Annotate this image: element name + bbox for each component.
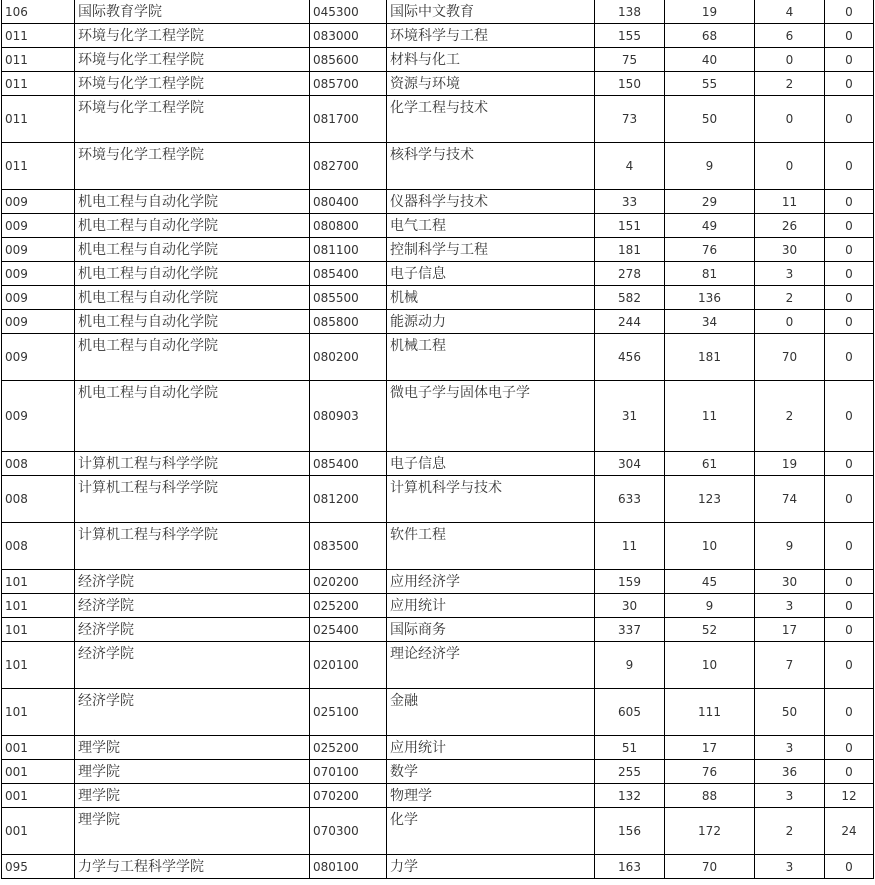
exempt-cell: 6 (755, 24, 825, 48)
table-row (2, 24, 874, 48)
admitted-cell: 9 (665, 143, 755, 190)
major-cell: 环境科学与工程 (387, 24, 595, 48)
dept-code-cell: 008 (2, 523, 75, 570)
department-cell: 理学院 (75, 760, 310, 784)
major-code-cell: 025400 (310, 618, 387, 642)
other-cell: 0 (825, 476, 874, 523)
admitted-cell: 49 (665, 214, 755, 238)
dept-code-cell: 011 (2, 72, 75, 96)
department-cell: 经济学院 (75, 618, 310, 642)
other-cell: 0 (825, 642, 874, 689)
dept-code-cell: 011 (2, 143, 75, 190)
exempt-cell: 74 (755, 476, 825, 523)
table-row (2, 855, 874, 879)
dept-code-cell: 011 (2, 48, 75, 72)
exempt-cell: 2 (755, 808, 825, 855)
department-cell: 计算机工程与科学学院 (75, 452, 310, 476)
dept-code-cell: 011 (2, 24, 75, 48)
exempt-cell: 36 (755, 760, 825, 784)
admitted-cell: 40 (665, 48, 755, 72)
exempt-cell: 2 (755, 286, 825, 310)
department-cell: 经济学院 (75, 594, 310, 618)
other-cell: 0 (825, 0, 874, 24)
exempt-cell: 11 (755, 190, 825, 214)
exempt-cell: 0 (755, 48, 825, 72)
admitted-cell: 10 (665, 642, 755, 689)
other-cell: 0 (825, 214, 874, 238)
other-cell: 0 (825, 334, 874, 381)
major-code-cell: 083000 (310, 24, 387, 48)
table-row (2, 736, 874, 760)
exempt-cell: 4 (755, 0, 825, 24)
admitted-cell: 181 (665, 334, 755, 381)
dept-code-cell: 009 (2, 334, 75, 381)
department-cell: 机电工程与自动化学院 (75, 262, 310, 286)
department-cell: 国际教育学院 (75, 0, 310, 24)
admitted-cell: 70 (665, 855, 755, 879)
admitted-cell: 81 (665, 262, 755, 286)
major-cell: 数学 (387, 760, 595, 784)
department-cell: 环境与化学工程学院 (75, 96, 310, 143)
other-cell: 0 (825, 238, 874, 262)
applicants-cell: 138 (595, 0, 665, 24)
department-cell: 环境与化学工程学院 (75, 24, 310, 48)
major-cell: 应用经济学 (387, 570, 595, 594)
applicants-cell: 9 (595, 642, 665, 689)
major-cell: 机械 (387, 286, 595, 310)
applicants-cell: 51 (595, 736, 665, 760)
major-code-cell: 080200 (310, 334, 387, 381)
dept-code-cell: 101 (2, 594, 75, 618)
admissions-table (1, 0, 874, 879)
major-code-cell: 085400 (310, 452, 387, 476)
department-cell: 环境与化学工程学院 (75, 48, 310, 72)
department-cell: 环境与化学工程学院 (75, 72, 310, 96)
major-cell: 核科学与技术 (387, 143, 595, 190)
table-row (2, 452, 874, 476)
other-cell: 0 (825, 855, 874, 879)
dept-code-cell: 095 (2, 855, 75, 879)
exempt-cell: 30 (755, 238, 825, 262)
major-code-cell: 020200 (310, 570, 387, 594)
other-cell: 0 (825, 96, 874, 143)
applicants-cell: 73 (595, 96, 665, 143)
major-code-cell: 045300 (310, 0, 387, 24)
major-code-cell: 085500 (310, 286, 387, 310)
table-row (2, 476, 874, 523)
admitted-cell: 136 (665, 286, 755, 310)
applicants-cell: 31 (595, 381, 665, 452)
dept-code-cell: 008 (2, 452, 75, 476)
exempt-cell: 0 (755, 143, 825, 190)
admitted-cell: 76 (665, 760, 755, 784)
other-cell: 0 (825, 760, 874, 784)
major-cell: 应用统计 (387, 736, 595, 760)
major-code-cell: 080100 (310, 855, 387, 879)
applicants-cell: 33 (595, 190, 665, 214)
exempt-cell: 17 (755, 618, 825, 642)
dept-code-cell: 009 (2, 286, 75, 310)
major-cell: 国际中文教育 (387, 0, 595, 24)
table-row (2, 262, 874, 286)
exempt-cell: 3 (755, 855, 825, 879)
admitted-cell: 68 (665, 24, 755, 48)
major-cell: 能源动力 (387, 310, 595, 334)
applicants-cell: 163 (595, 855, 665, 879)
other-cell: 0 (825, 452, 874, 476)
department-cell: 理学院 (75, 808, 310, 855)
exempt-cell: 7 (755, 642, 825, 689)
other-cell: 0 (825, 594, 874, 618)
other-cell: 0 (825, 190, 874, 214)
admitted-cell: 172 (665, 808, 755, 855)
table-row (2, 760, 874, 784)
dept-code-cell: 106 (2, 0, 75, 24)
table-row (2, 190, 874, 214)
applicants-cell: 605 (595, 689, 665, 736)
applicants-cell: 255 (595, 760, 665, 784)
applicants-cell: 155 (595, 24, 665, 48)
major-cell: 化学工程与技术 (387, 96, 595, 143)
dept-code-cell: 009 (2, 238, 75, 262)
table-row (2, 310, 874, 334)
major-code-cell: 025200 (310, 736, 387, 760)
exempt-cell: 3 (755, 262, 825, 286)
major-code-cell: 083500 (310, 523, 387, 570)
applicants-cell: 11 (595, 523, 665, 570)
admitted-cell: 29 (665, 190, 755, 214)
admitted-cell: 10 (665, 523, 755, 570)
admitted-cell: 111 (665, 689, 755, 736)
major-cell: 国际商务 (387, 618, 595, 642)
department-cell: 机电工程与自动化学院 (75, 334, 310, 381)
exempt-cell: 2 (755, 381, 825, 452)
table-body (2, 0, 874, 879)
other-cell: 0 (825, 570, 874, 594)
dept-code-cell: 001 (2, 808, 75, 855)
major-cell: 力学 (387, 855, 595, 879)
table-row (2, 96, 874, 143)
major-cell: 电子信息 (387, 452, 595, 476)
major-code-cell: 080903 (310, 381, 387, 452)
admitted-cell: 34 (665, 310, 755, 334)
dept-code-cell: 011 (2, 96, 75, 143)
major-cell: 软件工程 (387, 523, 595, 570)
admitted-cell: 9 (665, 594, 755, 618)
major-code-cell: 085400 (310, 262, 387, 286)
exempt-cell: 3 (755, 736, 825, 760)
other-cell: 0 (825, 523, 874, 570)
exempt-cell: 3 (755, 784, 825, 808)
table-row (2, 808, 874, 855)
major-code-cell: 070300 (310, 808, 387, 855)
exempt-cell: 0 (755, 310, 825, 334)
department-cell: 机电工程与自动化学院 (75, 310, 310, 334)
major-cell: 机械工程 (387, 334, 595, 381)
other-cell: 0 (825, 310, 874, 334)
admitted-cell: 76 (665, 238, 755, 262)
major-cell: 电子信息 (387, 262, 595, 286)
department-cell: 力学与工程科学学院 (75, 855, 310, 879)
other-cell: 0 (825, 48, 874, 72)
dept-code-cell: 009 (2, 310, 75, 334)
applicants-cell: 456 (595, 334, 665, 381)
department-cell: 经济学院 (75, 570, 310, 594)
table-row (2, 286, 874, 310)
admitted-cell: 11 (665, 381, 755, 452)
applicants-cell: 633 (595, 476, 665, 523)
other-cell: 0 (825, 689, 874, 736)
dept-code-cell: 008 (2, 476, 75, 523)
table-row (2, 642, 874, 689)
exempt-cell: 26 (755, 214, 825, 238)
major-code-cell: 080800 (310, 214, 387, 238)
table-row (2, 238, 874, 262)
department-cell: 环境与化学工程学院 (75, 143, 310, 190)
table-row (2, 214, 874, 238)
applicants-cell: 132 (595, 784, 665, 808)
admitted-cell: 52 (665, 618, 755, 642)
major-cell: 理论经济学 (387, 642, 595, 689)
table-row (2, 523, 874, 570)
dept-code-cell: 001 (2, 760, 75, 784)
department-cell: 计算机工程与科学学院 (75, 523, 310, 570)
other-cell: 0 (825, 24, 874, 48)
major-cell: 微电子学与固体电子学 (387, 381, 595, 452)
exempt-cell: 9 (755, 523, 825, 570)
major-code-cell: 082700 (310, 143, 387, 190)
other-cell: 0 (825, 381, 874, 452)
applicants-cell: 278 (595, 262, 665, 286)
table-row (2, 618, 874, 642)
admitted-cell: 55 (665, 72, 755, 96)
other-cell: 0 (825, 72, 874, 96)
applicants-cell: 244 (595, 310, 665, 334)
dept-code-cell: 001 (2, 784, 75, 808)
admitted-cell: 19 (665, 0, 755, 24)
other-cell: 0 (825, 143, 874, 190)
major-code-cell: 070200 (310, 784, 387, 808)
admitted-cell: 45 (665, 570, 755, 594)
dept-code-cell: 101 (2, 618, 75, 642)
exempt-cell: 0 (755, 96, 825, 143)
exempt-cell: 2 (755, 72, 825, 96)
department-cell: 机电工程与自动化学院 (75, 286, 310, 310)
applicants-cell: 4 (595, 143, 665, 190)
admitted-cell: 50 (665, 96, 755, 143)
other-cell: 0 (825, 736, 874, 760)
applicants-cell: 159 (595, 570, 665, 594)
department-cell: 机电工程与自动化学院 (75, 381, 310, 452)
dept-code-cell: 101 (2, 689, 75, 736)
department-cell: 机电工程与自动化学院 (75, 238, 310, 262)
exempt-cell: 3 (755, 594, 825, 618)
major-code-cell: 070100 (310, 760, 387, 784)
admitted-cell: 17 (665, 736, 755, 760)
applicants-cell: 337 (595, 618, 665, 642)
major-cell: 资源与环境 (387, 72, 595, 96)
major-cell: 仪器科学与技术 (387, 190, 595, 214)
dept-code-cell: 001 (2, 736, 75, 760)
department-cell: 机电工程与自动化学院 (75, 214, 310, 238)
department-cell: 经济学院 (75, 689, 310, 736)
major-code-cell: 085700 (310, 72, 387, 96)
major-code-cell: 081700 (310, 96, 387, 143)
major-cell: 金融 (387, 689, 595, 736)
table-row (2, 72, 874, 96)
major-cell: 化学 (387, 808, 595, 855)
applicants-cell: 582 (595, 286, 665, 310)
department-cell: 经济学院 (75, 642, 310, 689)
major-code-cell: 020100 (310, 642, 387, 689)
major-cell: 电气工程 (387, 214, 595, 238)
department-cell: 计算机工程与科学学院 (75, 476, 310, 523)
applicants-cell: 181 (595, 238, 665, 262)
admitted-cell: 123 (665, 476, 755, 523)
exempt-cell: 50 (755, 689, 825, 736)
table-row (2, 48, 874, 72)
applicants-cell: 304 (595, 452, 665, 476)
dept-code-cell: 009 (2, 214, 75, 238)
other-cell: 0 (825, 618, 874, 642)
applicants-cell: 75 (595, 48, 665, 72)
applicants-cell: 30 (595, 594, 665, 618)
major-code-cell: 085800 (310, 310, 387, 334)
table-row (2, 689, 874, 736)
dept-code-cell: 009 (2, 190, 75, 214)
other-cell: 0 (825, 262, 874, 286)
dept-code-cell: 101 (2, 642, 75, 689)
department-cell: 理学院 (75, 736, 310, 760)
table-row (2, 381, 874, 452)
other-cell: 12 (825, 784, 874, 808)
table-row (2, 143, 874, 190)
major-code-cell: 025200 (310, 594, 387, 618)
major-code-cell: 025100 (310, 689, 387, 736)
table-row (2, 334, 874, 381)
department-cell: 理学院 (75, 784, 310, 808)
other-cell: 0 (825, 286, 874, 310)
department-cell: 机电工程与自动化学院 (75, 190, 310, 214)
admitted-cell: 61 (665, 452, 755, 476)
major-code-cell: 080400 (310, 190, 387, 214)
table-row (2, 594, 874, 618)
major-cell: 应用统计 (387, 594, 595, 618)
exempt-cell: 19 (755, 452, 825, 476)
major-cell: 物理学 (387, 784, 595, 808)
exempt-cell: 70 (755, 334, 825, 381)
dept-code-cell: 009 (2, 262, 75, 286)
major-cell: 控制科学与工程 (387, 238, 595, 262)
dept-code-cell: 101 (2, 570, 75, 594)
applicants-cell: 151 (595, 214, 665, 238)
other-cell: 24 (825, 808, 874, 855)
admitted-cell: 88 (665, 784, 755, 808)
major-cell: 材料与化工 (387, 48, 595, 72)
dept-code-cell: 009 (2, 381, 75, 452)
major-code-cell: 081100 (310, 238, 387, 262)
table-row (2, 784, 874, 808)
table-row (2, 0, 874, 24)
major-code-cell: 081200 (310, 476, 387, 523)
exempt-cell: 30 (755, 570, 825, 594)
table-row (2, 570, 874, 594)
applicants-cell: 156 (595, 808, 665, 855)
applicants-cell: 150 (595, 72, 665, 96)
major-code-cell: 085600 (310, 48, 387, 72)
major-cell: 计算机科学与技术 (387, 476, 595, 523)
